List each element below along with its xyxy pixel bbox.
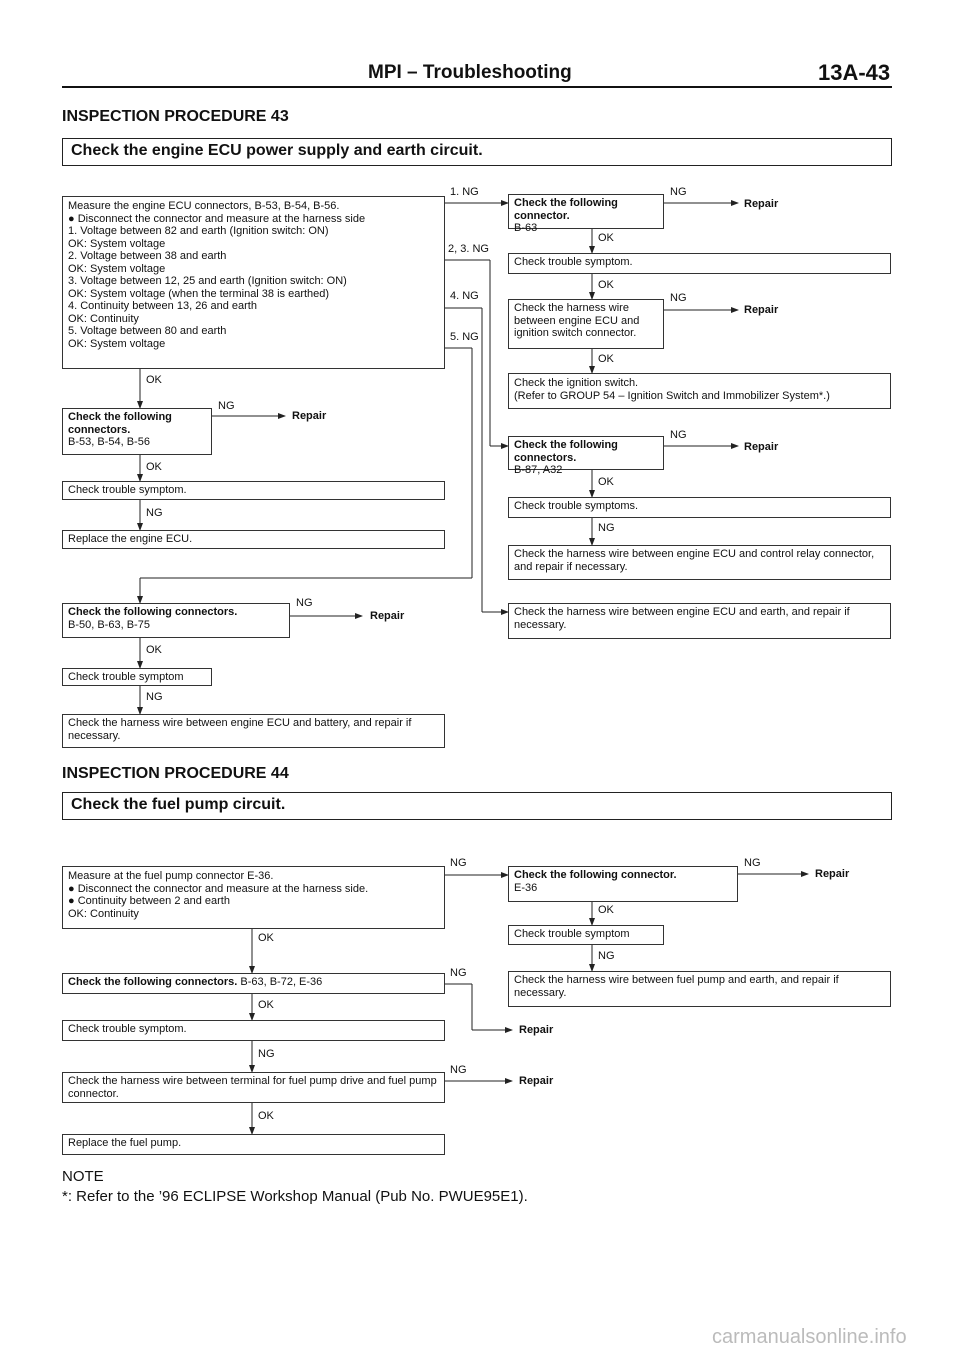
ok-label: OK [146, 644, 162, 656]
ng-label: NG [146, 691, 163, 703]
p43-measure-line: OK: System voltage [68, 337, 166, 350]
ok-label: OK [598, 476, 614, 488]
p44-measure-line: ● Continuity between 2 and earth [68, 895, 230, 907]
note-text: *: Refer to the ’96 ECLIPSE Workshop Manual (Pub No. PWUE95E1). [62, 1188, 528, 1205]
p43-check-b63 [508, 194, 664, 234]
p43-trouble-symptom-a: Check trouble symptom. [508, 253, 891, 274]
p43-ignition-switch-line1: Check the ignition switch. [514, 377, 639, 389]
p43-check-connectors-2-list: B-50, B-63, B-75 [68, 618, 150, 631]
repair-label: Repair [744, 304, 779, 316]
p43-trouble-symptom-2: Check trouble symptom [62, 668, 212, 686]
p43-harness-ignition [508, 299, 664, 349]
p43-measure-line: 3. Voltage between 12, 25 and earth (Ignition switch: ON) [68, 275, 347, 287]
ok-label: OK [146, 374, 162, 386]
ng-label: NG [450, 857, 467, 869]
note-title: NOTE [62, 1168, 104, 1185]
label-1-ng: 1. NG [450, 186, 479, 198]
page-number: 13A-43 [818, 60, 891, 85]
procedure-44-title: Check the fuel pump circuit. [62, 792, 892, 820]
p43-check-b63-bold: Check the following connector. [514, 197, 618, 222]
ng-label: NG [296, 597, 313, 609]
p43-check-b87-bold: Check the following connectors. [514, 439, 618, 464]
p44-check-e36-list: E-36 [514, 881, 538, 894]
p43-harness-ignition-text: Check the harness wire between engine ECU and ignition switch connector. [514, 302, 640, 339]
repair-label: Repair [744, 198, 779, 210]
p44-check-b63-list: B-63, B-72, E-36 [240, 976, 323, 988]
procedure-43-title: Check the engine ECU power supply and earth circuit. [62, 138, 892, 166]
p43-check-connectors-1-list: B-53, B-54, B-56 [68, 436, 150, 448]
p43-ignition-switch-line2: (Refer to GROUP 54 – Ignition Switch and Immobilizer System*.) [514, 389, 830, 402]
p43-replace-ecu: Replace the engine ECU. [62, 530, 445, 549]
ng-label: NG [670, 186, 687, 198]
repair-label: Repair [519, 1075, 554, 1087]
p43-check-b87-list: B-87, A32 [514, 464, 563, 476]
ok-label: OK [598, 353, 614, 365]
label-4-ng: 4. NG [450, 290, 479, 302]
p44-harness-drive: Check the harness wire between terminal for fuel pump drive and fuel pump connector. [62, 1072, 445, 1103]
p43-measure-line: ● Disconnect the connector and measure at the harness side [68, 212, 366, 225]
ok-label: OK [258, 932, 274, 944]
procedure-43-heading: INSPECTION PROCEDURE 43 [62, 108, 289, 125]
ng-label: NG [670, 292, 687, 304]
ng-label: NG [450, 967, 467, 979]
ok-label: OK [598, 232, 614, 244]
p44-measure-line: Measure at the fuel pump connector E-36. [68, 870, 274, 882]
repair-label: Repair [744, 441, 779, 453]
ng-label: NG [670, 429, 687, 441]
p43-trouble-symptom-b: Check trouble symptoms. [508, 497, 891, 518]
p44-trouble-symptom-l: Check trouble symptom. [62, 1020, 445, 1041]
ng-label: NG [146, 507, 163, 519]
ok-label: OK [258, 1110, 274, 1122]
ok-label: OK [598, 279, 614, 291]
repair-label: Repair [370, 610, 405, 622]
label-23-ng: 2, 3. NG [448, 243, 489, 255]
p43-harness-earth: Check the harness wire between engine ECU and earth, and repair if necessary. [508, 603, 891, 639]
repair-label: Repair [815, 868, 850, 880]
p44-check-b63-bold: Check the following connectors. [68, 976, 238, 988]
label-5-ng: 5. NG [450, 331, 479, 343]
p43-check-b87 [508, 436, 664, 476]
p43-measure-line: 5. Voltage between 80 and earth [68, 325, 227, 337]
p44-measure-line: OK: Continuity [68, 907, 139, 920]
p44-trouble-symptom-r: Check trouble symptom [508, 925, 664, 945]
p43-measure-line: OK: Continuity [68, 312, 139, 325]
ok-label: OK [146, 461, 162, 473]
repair-label: Repair [519, 1024, 554, 1036]
procedure-44-heading: INSPECTION PROCEDURE 44 [62, 765, 289, 782]
ng-label: NG [258, 1048, 275, 1060]
repair-label: Repair [292, 410, 327, 422]
p43-measure-box [62, 196, 445, 369]
p43-measure-line: 2. Voltage between 38 and earth [68, 250, 227, 262]
p44-check-e36-bold: Check the following connector. [514, 869, 677, 881]
p43-measure-line: Measure the engine ECU connectors, B-53, B-54, B-56. [68, 200, 340, 212]
p44-harness-pump-earth: Check the harness wire between fuel pump and earth, and repair if necessary. [508, 971, 891, 1007]
p44-check-e36 [508, 866, 738, 902]
p43-ignition-switch [508, 373, 891, 409]
p44-measure-box [62, 866, 445, 929]
ok-label: OK [258, 999, 274, 1011]
ng-label: NG [744, 857, 761, 869]
p44-replace-pump: Replace the fuel pump. [62, 1134, 445, 1155]
p43-check-connectors-1-bold: Check the following connectors. [68, 411, 172, 436]
p43-check-connectors-2 [62, 603, 290, 638]
p43-harness-battery: Check the harness wire between engine ECU and battery, and repair if necessary. [62, 714, 445, 748]
ng-label: NG [450, 1064, 467, 1076]
ok-label: OK [598, 904, 614, 916]
p43-check-b63-list: B-63 [514, 222, 538, 234]
p43-measure-line: 4. Continuity between 13, 26 and earth [68, 300, 257, 312]
ng-label: NG [598, 950, 615, 962]
p43-measure-line: OK: System voltage [68, 237, 166, 250]
p43-measure-line: 1. Voltage between 82 and earth (Ignition switch: ON) [68, 225, 329, 237]
p43-check-connectors-2-bold: Check the following connectors. [68, 606, 238, 618]
p43-measure-line: OK: System voltage [68, 262, 166, 275]
page-header-title: MPI – Troubleshooting [368, 62, 572, 83]
p43-trouble-symptom-1: Check trouble symptom. [62, 481, 445, 500]
p43-harness-control-relay: Check the harness wire between engine ECU and control relay connector, and repair if necessary. [508, 545, 891, 580]
p43-measure-line: OK: System voltage (when the terminal 38 is earthed) [68, 287, 330, 300]
ng-label: NG [218, 400, 235, 412]
p44-measure-line: ● Disconnect the connector and measure at the harness side. [68, 882, 369, 895]
p44-check-b63 [62, 973, 445, 994]
watermark: carmanualsonline.info [712, 1326, 907, 1348]
p43-check-connectors-1 [62, 408, 212, 455]
ng-label: NG [598, 522, 615, 534]
